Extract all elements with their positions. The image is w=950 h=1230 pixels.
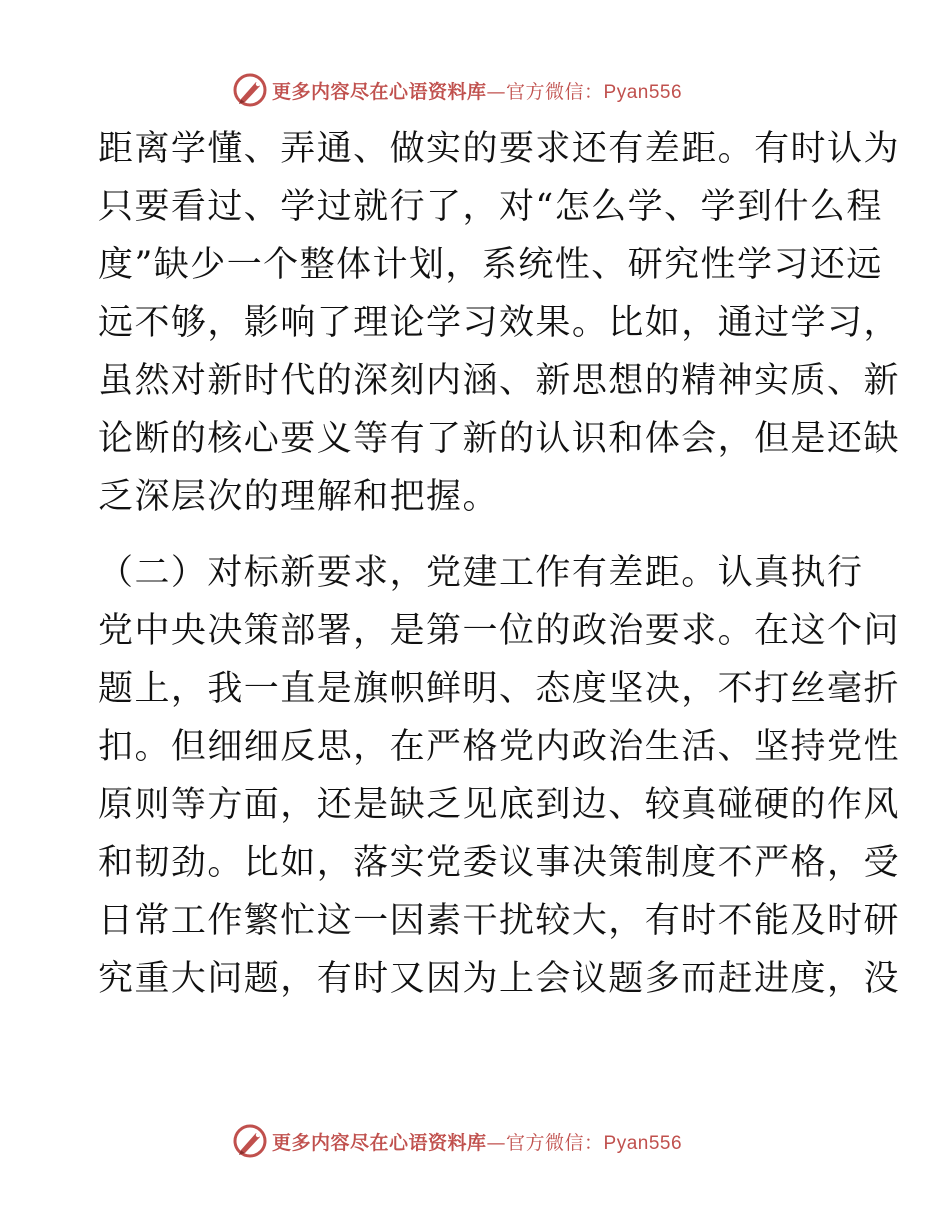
footer-banner-title: 更多内容尽在心语资料库 [272, 1131, 487, 1154]
text-line: 和韧劲。比如，落实党委议事决策制度不严格，受 [98, 843, 900, 883]
header-banner-dash: — [486, 80, 507, 103]
footer-banner [232, 1121, 752, 1161]
text-line: 原则等方面，还是缺乏见底到边、较真碰硬的作风 [98, 785, 900, 825]
text-line: 日常工作繁忙这一因素干扰较大，有时不能及时研 [98, 901, 900, 941]
text-line: 乏深层次的理解和把握。 [98, 477, 499, 517]
text-line: 远不够，影响了理论学习效果。比如，通过学习， [98, 303, 900, 343]
section-heading-line: （二）对标新要求，党建工作有差距。认真执行 [98, 553, 864, 593]
text-line: 度”缺少一个整体计划，系统性、研究性学习还远 [98, 245, 883, 285]
pen-logo-icon [232, 1123, 268, 1159]
footer-banner-wechat-id: Pyan556 [603, 1132, 683, 1154]
footer-banner-dash: — [486, 1131, 507, 1154]
header-banner-wechat-id: Pyan556 [603, 81, 683, 103]
header-banner-text [272, 77, 682, 104]
text-line: 题上，我一直是旗帜鲜明、态度坚决，不打丝毫折 [98, 669, 900, 709]
footer-banner-text [272, 1128, 682, 1155]
text-line: 只要看过、学过就行了，对“怎么学、学到什么程 [98, 187, 883, 227]
text-line: 虽然对新时代的深刻内涵、新思想的精神实质、新 [98, 361, 900, 401]
text-line: 距离学懂、弄通、做实的要求还有差距。有时认为 [98, 129, 900, 169]
header-banner-title: 更多内容尽在心语资料库 [272, 80, 487, 103]
text-line: 究重大问题，有时又因为上会议题多而赶进度，没 [98, 959, 900, 999]
text-line: 党中央决策部署，是第一位的政治要求。在这个问 [98, 611, 900, 651]
footer-banner-wechat-label: 官方微信： [506, 1131, 604, 1154]
header-banner [232, 70, 752, 110]
pen-logo-icon [232, 72, 268, 108]
header-banner-wechat-label: 官方微信： [506, 80, 604, 103]
text-line: 扣。但细细反思，在严格党内政治生活、坚持党性 [98, 727, 900, 767]
text-line: 论断的核心要义等有了新的认识和体会，但是还缺 [98, 419, 900, 459]
